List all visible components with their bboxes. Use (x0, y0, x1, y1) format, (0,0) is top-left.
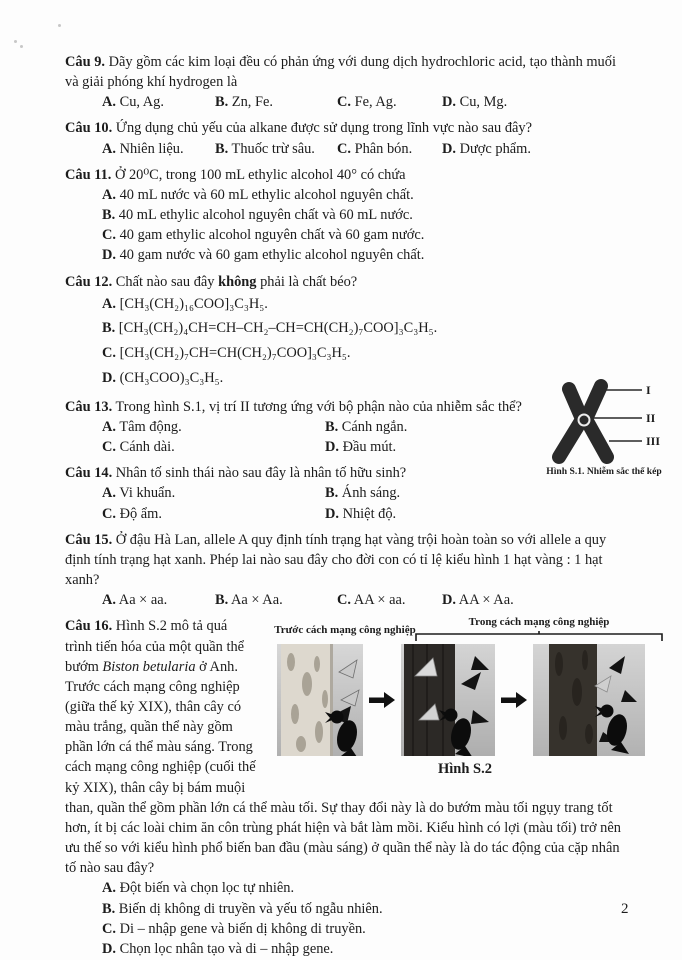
option-a: A. Cu, Ag. (102, 94, 164, 111)
question-number: Câu 11. (65, 166, 112, 183)
figure-s2-caption: Hình S.2 (438, 761, 492, 778)
option-d: D. Chọn lọc nhân tạo và di – nhập gene. (102, 940, 334, 957)
question-13-options (65, 417, 544, 457)
question-15-options (65, 590, 632, 610)
question-10-options (65, 139, 632, 159)
question-number: Câu 9. (65, 54, 105, 70)
question-9 (65, 52, 632, 112)
figure-s1-caption: Hình S.1. Nhiễm sắc thể kép (546, 466, 662, 477)
option-b: B. 40 mL ethylic alcohol nguyên chất và 60 mL nước. (102, 207, 413, 224)
moth-panel-during-2-icon (533, 644, 645, 756)
question-10 (65, 118, 632, 158)
question-11 (65, 165, 632, 266)
scan-speck (14, 40, 17, 43)
question-number: Câu 15. (65, 531, 113, 548)
option-c: C. 40 gam ethylic alcohol nguyên chất và 60 gam nước. (102, 227, 425, 244)
option-b: B. [CH₃(CH₂)₄CH=CH–CH₂–CH=CH(CH₂)₇COO]₃C₃H₅. (102, 320, 438, 337)
figure-s2-header (265, 616, 665, 644)
scan-speck (20, 45, 23, 48)
moth-panel-before-icon (277, 644, 363, 756)
question-number: Câu 10. (65, 120, 113, 137)
option-a: A. 40 mL nước và 60 mL ethylic alcohol nguyên chất. (102, 186, 414, 203)
question-12-text: Câu 12. Chất nào sau đây không phải là chất béo? (65, 273, 358, 290)
page-number: 2 (621, 901, 629, 917)
question-15-text: Câu 15. Ở đậu Hà Lan, allele A quy định tính trạng hạt vàng trội hoàn toàn so với allele a quy định tính trạng hạt xanh. Phép lai nào sau đây cho đời con có tỉ lệ kiểu hình 1 hạt vàng : 1 hạt xanh? (65, 531, 607, 589)
option-b: B. Cánh ngắn. (325, 418, 408, 435)
option-d: D. (CH₃COO)₃C₃H₅. (102, 370, 224, 387)
option-d: D. Dược phẩm. (442, 140, 531, 157)
question-13 (65, 397, 544, 457)
option-c: C. Độ ẩm. (102, 505, 162, 522)
figure-s2 (265, 616, 665, 779)
option-d: D. Cu, Mg. (442, 94, 508, 111)
chromosome-icon (539, 377, 669, 465)
chromosome-label-1: I (646, 383, 651, 397)
option-c: C. [CH₃(CH₂)₇CH=CH(CH₂)₇COO]₃C₃H₅. (102, 345, 351, 362)
option-d: D. AA × Aa. (442, 592, 514, 609)
question-number: Câu 12. (65, 273, 113, 290)
question-16 (65, 616, 632, 959)
question-14-text: Câu 14. Nhân tố sinh thái nào sau đây là nhân tố hữu sinh? (65, 465, 407, 482)
question-11-options (65, 185, 632, 266)
option-c: C. Fe, Ag. (337, 94, 397, 111)
question-11-text: Câu 11. Ở 20⁰C, trong 100 mL ethylic alcohol 40° có chứa (65, 166, 406, 183)
figure-s1 (527, 377, 681, 478)
chromosome-label-2: II (646, 411, 656, 425)
option-c: C. Di – nhập gene và biến dị không di truyền. (102, 920, 366, 937)
figure-s2-before-label: Trước cách mạng công nghiệp (274, 624, 416, 637)
option-a: A. Aa × aa. (102, 592, 168, 609)
option-a: A. [CH₃(CH₂)₁₆COO]₃C₃H₅. (102, 295, 268, 312)
option-d: D. Nhiệt độ. (325, 505, 397, 522)
question-12 (65, 272, 632, 391)
scan-speck (58, 24, 61, 27)
question-number: Câu 13. (65, 398, 113, 415)
arrow-right-icon (501, 691, 527, 709)
option-b: B. Zn, Fe. (215, 94, 273, 111)
option-b: B. Ánh sáng. (325, 485, 401, 502)
chromosome-label-3: III (646, 434, 661, 448)
question-16-options (65, 878, 632, 959)
option-b: B. Biến dị không di truyền và yếu tố ngẫu nhiên. (102, 900, 383, 917)
option-c: C. AA × aa. (337, 592, 406, 609)
question-10-text: Câu 10. Ứng dụng chủ yếu của alkane được sử dụng trong lĩnh vực nào sau đây? (65, 120, 533, 137)
question-14 (65, 463, 544, 523)
option-b: B. Aa × Aa. (215, 592, 283, 609)
option-c: C. Phân bón. (337, 140, 413, 157)
question-13-text: Câu 13. Trong hình S.1, vị trí II tương ứng với bộ phận nào của nhiễm sắc thể? (65, 398, 522, 415)
moth-panel-during-1-icon (401, 644, 495, 756)
question-14-options (65, 483, 544, 523)
question-number: Câu 14. (65, 465, 113, 482)
question-13-14-block (65, 397, 544, 524)
arrow-right-icon (369, 691, 395, 709)
question-9-options (65, 92, 632, 112)
figure-s2-panels (265, 644, 665, 756)
brace-icon (413, 631, 665, 642)
question-12-options (65, 292, 632, 391)
figure-s2-during-label: Trong cách mạng công nghiệp (468, 616, 610, 629)
option-c: C. Cánh dài. (102, 439, 175, 456)
option-a: A. Nhiên liệu. (102, 140, 184, 157)
option-a: A. Tâm động. (102, 418, 182, 435)
question-16-text: Câu 16. Hình S.2 mô tả quá trình tiến hóa của một quần thể bướm Biston betularia ở Anh. Trước cách mạng công nghiệp (giữa thế kỷ XIX), thân cây có màu trắng, quần thể này gồm phần lớn cá thể màu sáng. Trong cách mạng công nghiệp (cuối thế kỷ XIX), thân cây bị bám muội than, quần thể gồm phần lớn cá thể màu tối. Sự thay đổi này là do bướm màu tối ngụy trang tốt hơn, ít bị các loài chim ăn côn trùng phát hiện và bắt làm mồi. Kiểu hình có lợi (màu tối) trở nên ưu thế so với kiểu hình phổ biến ban đầu (màu sáng) ở quần thể này là do tác động của cặp nhân tố nào sau đây? (65, 618, 621, 877)
option-a: A. Vi khuẩn. (102, 485, 176, 502)
option-d: D. 40 gam nước và 60 gam ethylic alcohol nguyên chất. (102, 247, 425, 264)
option-b: B. Thuốc trừ sâu. (215, 140, 315, 157)
option-a: A. Đột biến và chọn lọc tự nhiên. (102, 880, 295, 897)
question-15 (65, 530, 632, 611)
option-d: D. Đầu mút. (325, 439, 397, 456)
question-number: Câu 16. (65, 618, 113, 635)
page-content (65, 52, 632, 960)
question-9-text: Câu 9. Dãy gồm các kim loại đều có phản ứng với dung dịch hydrochloric acid, tạo thành muối và giải phóng khí hydrogen là (65, 54, 616, 91)
